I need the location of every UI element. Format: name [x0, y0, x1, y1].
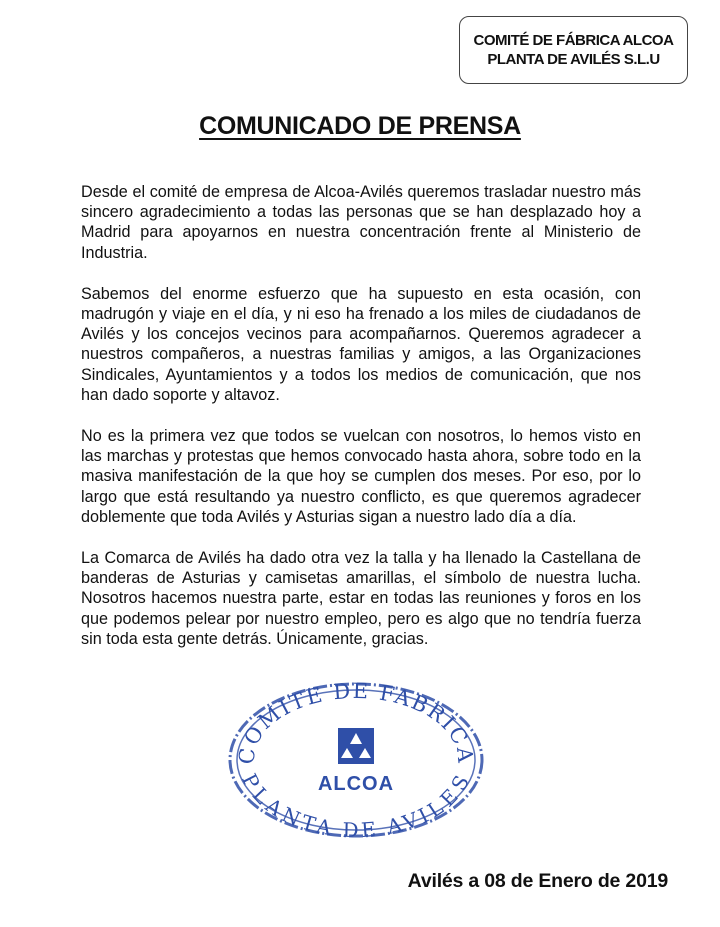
committee-stamp: [226, 680, 486, 840]
stamp-center-text: ALCOA: [317, 773, 395, 795]
stamp-top-text: COMITE DE FABRICA: [234, 680, 478, 766]
header-line-1: COMITÉ DE FÁBRICA ALCOA: [473, 32, 674, 49]
alcoa-logo-icon: [338, 728, 374, 764]
page-title: COMUNICADO DE PRENSA: [199, 112, 521, 140]
header-line-2: PLANTA DE AVILÉS S.L.U: [487, 51, 660, 68]
stamp-bottom-text: PLANTA DE AVILES: [237, 769, 475, 840]
press-release-body: [81, 182, 641, 670]
committee-header-box: [459, 16, 688, 84]
paragraph-3: No es la primera vez que todos se vuelcan con nosotros, lo hemos visto en las marchas y protestas que hemos convocado hasta ahora, sobre todo en la masiva manifestación de la que hoy se cumplen dos meses. Por eso, por lo largo que está resultando ya nuestro conflicto, es que queremos agradecer doblemente que toda Avilés y Asturias sigan a nuestro lado día a día.: [81, 427, 641, 526]
paragraph-2: Sabemos del enorme esfuerzo que ha supuesto en esta ocasión, con madrugón y viaje en el día, y ni eso ha frenado a los miles de ciudadanos de Avilés y los concejos vecinos para acompañarnos. Queremos agradecer a nuestros compañeros, a nuestras familias y amigos, a las Organizaciones Sindicales, Ayuntamientos y a todos los medios de comunicación, que nos han dado soporte y altavoz.: [81, 284, 641, 404]
paragraph-4: La Comarca de Avilés ha dado otra vez la talla y ha llenado la Castellana de banderas de Asturias y camisetas amarillas, el símbolo de nuestra lucha. Nosotros hacemos nuestra parte, estar en todas las reuniones y foros en los que podemos pelear por nuestro empleo, pero es algo que no tendría fuerza sin toda esta gente detrás. Únicamente, gracias.: [81, 549, 641, 648]
paragraph-1: Desde el comité de empresa de Alcoa-Avilés queremos trasladar nuestro más sincero agradecimiento a todas las personas que se han desplazado hoy a Madrid para apoyarnos en nuestra concentración frente al Ministerio de Industria.: [81, 183, 641, 262]
date-line: Avilés a 08 de Enero de 2019: [407, 870, 668, 892]
